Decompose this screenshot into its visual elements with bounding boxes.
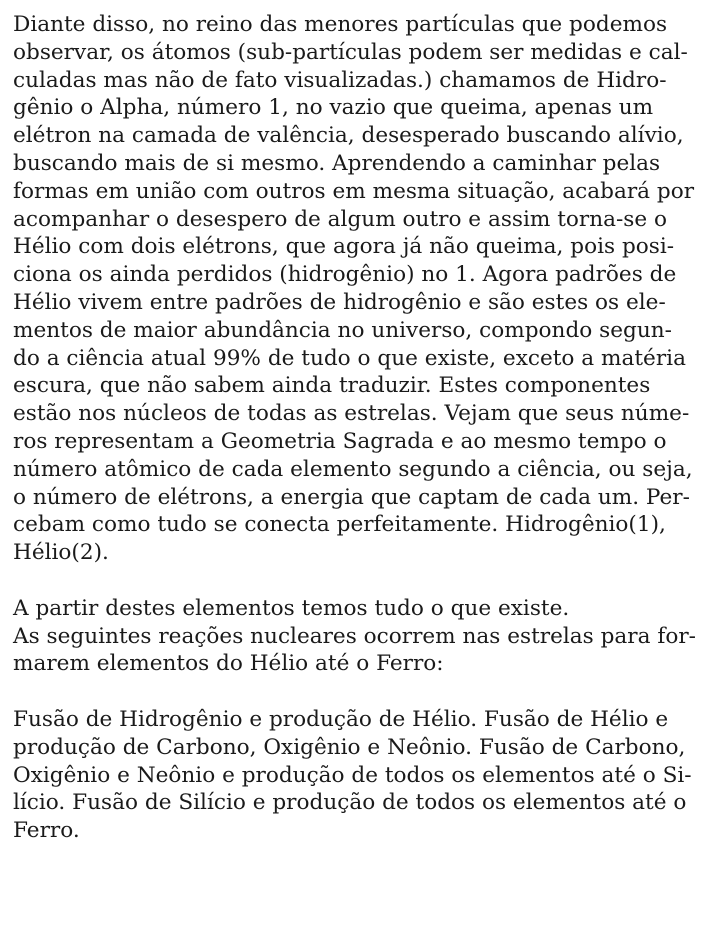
text-line: Hélio vivem entre padrões de hidrogênio e são estes os ele- <box>13 289 666 315</box>
text-line: observar, os átomos (sub-partículas podem ser medidas e cal- <box>13 39 688 65</box>
text-line: acompanhar o desespero de algum outro e assim torna-se o <box>13 206 668 232</box>
text-line: lício. Fusão de Silício e produção de todos os elementos até o <box>13 790 687 816</box>
text-line: ros representam a Geometria Sagrada e ao mesmo tempo o <box>13 428 667 454</box>
text-line: marem elementos do Hélio até o Ferro: <box>13 651 444 677</box>
text-line: mentos de maior abundância no universo, compondo segun- <box>13 317 672 343</box>
text-line: formas em união com outros em mesma situação, acabará por <box>13 178 695 204</box>
text-line: número atômico de cada elemento segundo a ciência, ou seja, <box>13 456 693 482</box>
text-line: buscando mais de si mesmo. Aprendendo a caminhar pelas <box>13 150 661 176</box>
text-line: Diante disso, no reino das menores partículas que podemos <box>13 12 668 37</box>
text-line: Hélio com dois elétrons, que agora já não queima, pois posi- <box>13 234 675 260</box>
text-line: elétron na camada de valência, desesperado buscando alívio, <box>13 123 684 149</box>
text-line: Ferro. <box>13 818 80 844</box>
text-line: Hélio(2). <box>13 540 109 566</box>
text-line: do a ciência atual 99% de tudo o que existe, exceto a matéria <box>13 345 686 371</box>
paragraph-spacer <box>13 567 690 595</box>
text-line: cebam como tudo se conecta perfeitamente. Hidrogênio(1), <box>13 512 666 538</box>
text-line: Oxigênio e Neônio e produção de todos os elementos até o Si- <box>13 762 692 788</box>
paragraph-spacer <box>13 678 690 706</box>
paragraph-2 <box>13 595 696 678</box>
text-line: o número de elétrons, a energia que captam de cada um. Per- <box>13 484 690 510</box>
text-line: estão nos núcleos de todas as estrelas. Vejam que seus núme- <box>13 401 690 427</box>
text-line: produção de Carbono, Oxigênio e Neônio. Fusão de Carbono, <box>13 734 686 760</box>
paragraph-3 <box>13 706 690 845</box>
paragraph-1 <box>13 11 695 567</box>
text-line: escura, que não sabem ainda traduzir. Estes componentes <box>13 373 651 399</box>
text-line: As seguintes reações nucleares ocorrem nas estrelas para for- <box>13 623 696 649</box>
text-line: Fusão de Hidrogênio e produção de Hélio. Fusão de Hélio e <box>13 706 669 732</box>
text-line: culadas mas não de fato visualizadas.) chamamos de Hidro- <box>13 67 667 93</box>
text-line: gênio o Alpha, número 1, no vazio que queima, apenas um <box>13 95 654 121</box>
text-line: A partir destes elementos temos tudo o que existe. <box>13 595 570 621</box>
text-line: ciona os ainda perdidos (hidrogênio) no 1. Agora padrões de <box>13 262 677 288</box>
